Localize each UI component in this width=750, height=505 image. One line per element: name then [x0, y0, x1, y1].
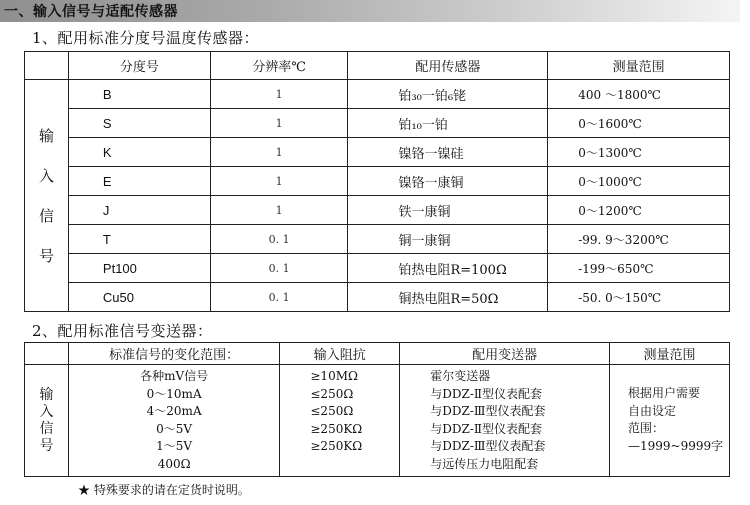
graduation-code: K — [68, 138, 210, 167]
resolution-value: 0. 1 — [210, 283, 348, 312]
list-item: 自由设定 — [628, 403, 677, 418]
list-item: 1～5V — [156, 439, 193, 453]
sensor-name: 铜热电阻R=50Ω — [348, 283, 548, 312]
table-row — [25, 196, 730, 225]
side-char: 输 — [38, 126, 54, 145]
side-char: 号 — [38, 246, 54, 265]
temperature-sensor-table — [24, 51, 730, 312]
header-range: 测量范围 — [548, 52, 730, 80]
table-header-row — [25, 343, 730, 365]
input-signal-side-label — [25, 80, 69, 312]
resolution-value: 0. 1 — [210, 225, 348, 254]
header-input-impedance: 输入阻抗 — [280, 343, 400, 365]
side-char: 信 — [38, 206, 54, 225]
section-title: 一、输入信号与适配传感器 — [4, 4, 178, 20]
list-item: ≤250Ω — [310, 386, 354, 401]
subsection-title-temperature-sensors: 1、配用标准分度号温度传感器： — [32, 29, 260, 47]
transmitter-list — [400, 365, 610, 477]
range-description — [610, 365, 730, 477]
table-row — [25, 283, 730, 312]
measure-range: -199～650℃ — [548, 254, 730, 283]
graduation-code: Cu50 — [68, 283, 210, 312]
list-item: 400Ω — [157, 456, 191, 471]
list-item: 各种mV信号 — [140, 369, 209, 383]
list-item: —1999~9999字 — [628, 438, 724, 453]
measure-range: -50. 0～150℃ — [548, 283, 730, 312]
header-signal-range: 标准信号的变化范围： — [68, 343, 279, 365]
table-row — [25, 138, 730, 167]
sensor-name: 铁一康铜 — [348, 196, 548, 225]
resolution-value: 1 — [210, 109, 348, 138]
header-sensor: 配用传感器 — [348, 52, 548, 80]
graduation-code: T — [68, 225, 210, 254]
list-item: ≤250Ω — [310, 404, 354, 418]
graduation-code: J — [68, 196, 210, 225]
header-blank-cell — [25, 343, 69, 365]
resolution-value: 0. 1 — [210, 254, 348, 283]
graduation-code: S — [68, 109, 210, 138]
graduation-code: E — [68, 167, 210, 196]
graduation-code: Pt100 — [68, 254, 210, 283]
list-item: 4～20mA — [146, 404, 202, 418]
list-item: 与远传压力电阻配套 — [430, 456, 539, 471]
measure-range: 400 ～1800℃ — [548, 80, 730, 109]
measure-range: 0～1300℃ — [548, 138, 730, 167]
subsection-title-signal-transmitters: 2、配用标准信号变送器： — [32, 322, 213, 340]
resolution-value: 1 — [210, 80, 348, 109]
sensor-name: 铂₃₀一铂₆铑 — [348, 80, 548, 109]
list-item: ≥10MΩ — [310, 369, 358, 383]
header-blank-cell — [25, 52, 69, 80]
side-char: 号 — [39, 437, 54, 454]
sensor-name: 铜一康铜 — [348, 225, 548, 254]
list-item: 0～10mA — [146, 386, 202, 401]
header-range: 测量范围 — [610, 343, 730, 365]
list-item: ≥250KΩ — [310, 421, 363, 436]
list-item: 与DDZ-Ⅲ型仪表配套 — [430, 404, 546, 418]
table-header-row — [25, 52, 730, 80]
input-signal-side-label — [25, 365, 69, 477]
signal-transmitter-table — [24, 342, 730, 477]
resolution-value: 1 — [210, 196, 348, 225]
footnote: ★ 特殊要求的请在定货时说明。 — [78, 483, 250, 497]
header-transmitter: 配用变送器 — [400, 343, 610, 365]
resolution-value: 1 — [210, 138, 348, 167]
list-item: 与DDZ-Ⅱ型仪表配套 — [430, 421, 543, 436]
sensor-name: 铂热电阻R=100Ω — [348, 254, 548, 283]
list-item: 范围： — [628, 421, 665, 435]
side-char: 输 — [39, 386, 54, 403]
measure-range: 0～1200℃ — [548, 196, 730, 225]
measure-range: 0～1000℃ — [548, 167, 730, 196]
list-item: 霍尔变送器 — [430, 369, 491, 383]
table-body-row — [25, 365, 730, 477]
sensor-name: 镍铬一康铜 — [348, 167, 548, 196]
list-item: 根据用户需要 — [628, 386, 701, 400]
graduation-code: B — [68, 80, 210, 109]
table-row — [25, 225, 730, 254]
measure-range: -99. 9～3200℃ — [548, 225, 730, 254]
resolution-value: 1 — [210, 167, 348, 196]
header-graduation: 分度号 — [68, 52, 210, 80]
sensor-name: 铂₁₀一铂 — [348, 109, 548, 138]
header-resolution: 分辨率℃ — [210, 52, 348, 80]
side-char: 入 — [38, 166, 54, 185]
list-item: 与DDZ-Ⅲ型仪表配套 — [430, 439, 546, 453]
side-char: 入 — [39, 403, 54, 420]
section-header-bar — [0, 0, 740, 22]
table-row — [25, 167, 730, 196]
list-item: 0～5V — [156, 421, 193, 436]
table-row — [25, 80, 730, 109]
list-item: 与DDZ-Ⅱ型仪表配套 — [430, 386, 543, 401]
sensor-name: 镍铬一镍硅 — [348, 138, 548, 167]
measure-range: 0～1600℃ — [548, 109, 730, 138]
side-char: 信 — [39, 420, 54, 437]
signal-list — [68, 365, 279, 477]
list-item: ≥250KΩ — [310, 439, 363, 453]
table-row — [25, 254, 730, 283]
table-row — [25, 109, 730, 138]
impedance-list — [280, 365, 400, 477]
